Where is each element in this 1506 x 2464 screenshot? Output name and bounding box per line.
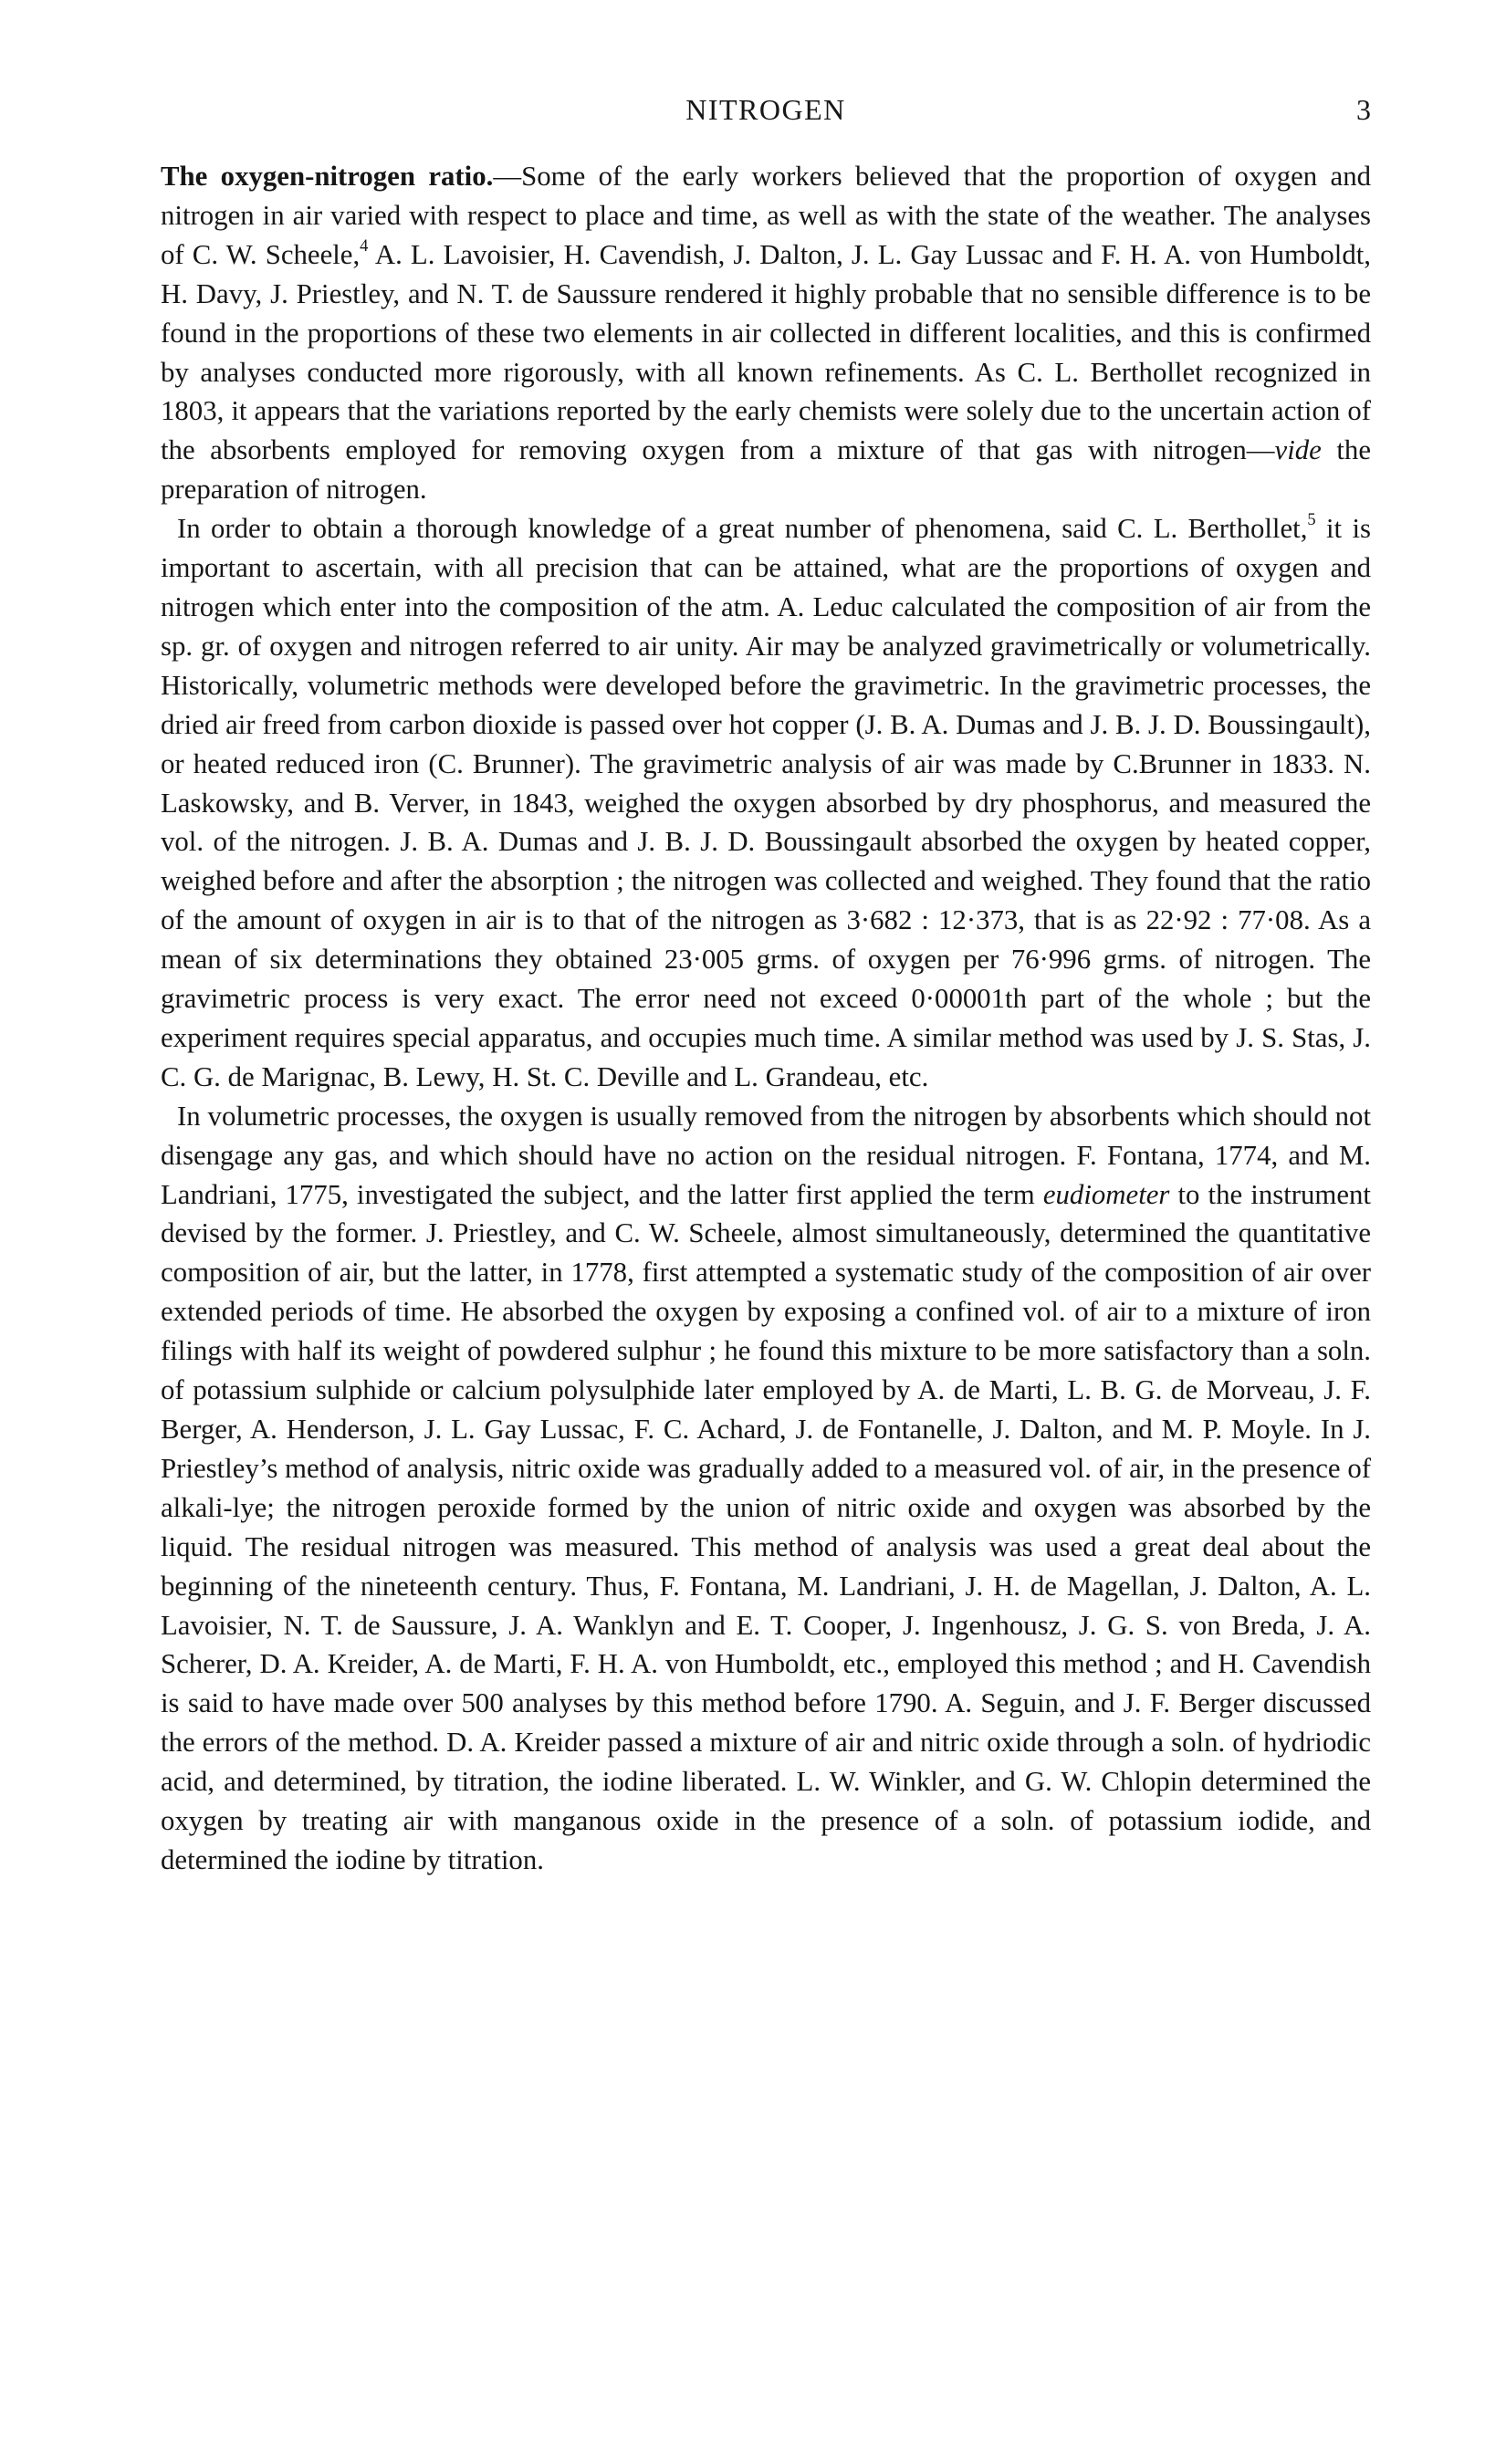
page-number: 3	[1356, 93, 1371, 126]
paragraph-text: the preparation of nitrogen.	[161, 434, 1371, 506]
running-title: NITROGEN	[685, 93, 846, 126]
paragraph-text: In volumetric processes, the oxygen is usually removed from the nitrogen by absorbents which should not disengage any gas, and which should have no action on the residual nitrogen. F. Fontana, 1774, and M. Landriani, 1775, investigated the subject, and the latter first applied the term	[161, 1100, 1371, 1210]
paragraph-text: —Some of the early workers believed that the proportion of oxygen and nitrogen in air varied with respect to place and time, as well as with the state of the weather. The analyses of C. W. Scheele,	[161, 161, 1371, 270]
paragraph-text: to the instrument devised by the former. J. Priestley, and C. W. Scheele, almost simultaneously, determined the quantitative composition of air, but the latter, in 1778, first attempted a systematic study of the composition of air over extended periods of time. He absorbed the oxygen by exposing a confined vol. of air to a mixture of iron filings with half its weight of powdered sulphur ; he found this mixture to be more satisfactory than a soln. of potassium sulphide or calcium polysulphide later employed by A. de Marti, L. B. G. de Morveau, J. F. Berger, A. Henderson, J. L. Gay Lussac, F. C. Achard, J. de Fontanelle, J. Dalton, and M. P. Moyle. In J. Priestley’s method of analysis, nitric oxide was gradually added to a measured vol. of air, in the presence of alkali-lye; the nitrogen peroxide formed by the union of nitric oxide and oxygen was absorbed by the liquid. The residual nitrogen was measured. This method of analysis was used a great deal about the beginning of the nineteenth century. Thus, F. Fontana, M. Landriani, J. H. de Magellan, J. Dalton, A. L. Lavoisier, N. T. de Saussure, J. A. Wanklyn and E. T. Cooper, J. Ingenhousz, J. G. S. von Breda, J. A. Scherer, D. A. Kreider, A. de Marti, F. H. A. von Humboldt, etc., employed this method ; and H. Cavendish is said to have made over 500 analyses by this method before 1790. A. Seguin, and J. F. Berger discussed the errors of the method. D. A. Kreider passed a mixture of air and nitric oxide through a soln. of hydriodic acid, and determined, by titration, the iodine liberated. L. W. Winkler, and G. W. Chlopin determined the oxygen by treating air with manganous oxide in the presence of a soln. of potassium iodide, and determined the iodine by titration.	[161, 1178, 1371, 1875]
paragraph-text: it is important to ascertain, with all precision that can be attained, what are the proportions of oxygen and nitrogen which enter into the composition of the atm. A. Leduc calculated the composition of air from the sp. gr. of oxygen and nitrogen referred to air unity. Air may be analyzed gravimetrically or volumetrically. Historically, volumetric methods were developed before the gravimetric. In the gravimetric processes, the dried air freed from carbon dioxide is passed over hot copper (J. B. A. Dumas and J. B. J. D. Boussingault), or heated reduced iron (C. Brunner). The gravimetric analysis of air was made by C.Brunner in 1833. N. Laskowsky, and B. Verver, in 1843, weighed the oxygen absorbed by dry phosphorus, and measured the vol. of the nitrogen. J. B. A. Dumas and J. B. J. D. Boussingault absorbed the oxygen by heated copper, weighed before and after the absorption ; the nitrogen was collected and weighed. They found that the ratio of the amount of oxygen in air is to that of the nitrogen as 3·682 : 12·373, that is as 22·92 : 77·08. As a mean of six determinations they obtained 23·005 grms. of oxygen per 76·996 grms. of nitrogen. The gravimetric process is very exact. The error need not exceed 0·00001th part of the whole ; but the experiment requires special apparatus, and occupies much time. A similar method was used by J. S. Stas, J. C. G. de Marignac, B. Lewy, H. St. C. Deville and L. Grandeau, etc.	[161, 513, 1371, 1092]
italic-term-vide: vide	[1274, 434, 1322, 466]
paragraph-volumetric-processes	[161, 1097, 1371, 1880]
paragraph-gravimetric-methods	[161, 509, 1371, 1097]
paragraph-text: In order to obtain a thorough knowledge of a great number of phenomena, said C. L. Berthollet,	[177, 513, 1308, 545]
body-text	[161, 157, 1371, 1880]
section-run-in-heading: The oxygen-nitrogen ratio.	[161, 161, 494, 192]
page-header	[161, 93, 1371, 139]
footnote-ref-4: 4	[360, 235, 369, 255]
italic-term-eudiometer: eudiometer	[1042, 1178, 1170, 1210]
footnote-ref-5: 5	[1307, 510, 1316, 529]
paragraph-text: A. L. Lavoisier, H. Cavendish, J. Dalton, J. L. Gay Lussac and F. H. A. von Humboldt, H. Davy, J. Priestley, and N. T. de Saussure rendered it highly probable that no sensible difference is to be found in the proportions of these two elements in air collected in different localities, and this is confirmed by analyses conducted more rigorously, with all known refinements. As C. L. Berthollet recognized in 1803, it appears that the variations reported by the early chemists were solely due to the uncertain action of the absorbents employed for removing oxygen from a mixture of that gas with nitrogen—	[161, 238, 1371, 466]
paragraph-oxygen-nitrogen-ratio	[161, 157, 1371, 509]
